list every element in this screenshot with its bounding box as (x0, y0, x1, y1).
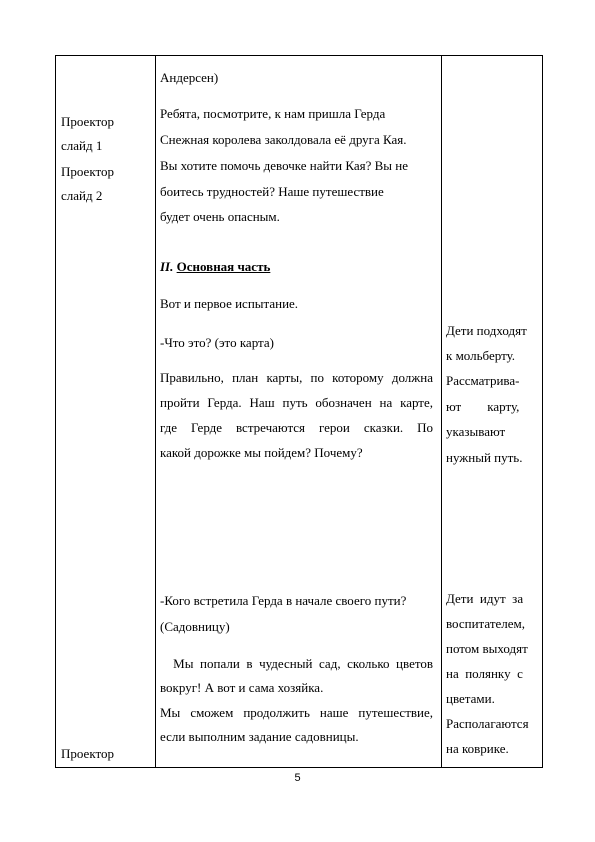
text-line: воспитателем, (446, 616, 526, 631)
text-line: вокруг! А вот и сама хозяйка. (160, 680, 324, 695)
text-line: будет очень опасным. (160, 209, 280, 224)
text-line: на коврике. (446, 741, 509, 756)
text-line: Андерсен) (160, 70, 219, 85)
text-line: на полянку с (446, 666, 523, 681)
text-line: если выполним задание садовницы. (160, 729, 359, 744)
section-title: Основная часть (176, 259, 271, 274)
text-line: -Что это? (это карта) (160, 335, 274, 350)
text-line: Вы хотите помочь девочке найти Кая? Вы не (160, 158, 409, 173)
page-number: 5 (294, 772, 301, 784)
text-line: -Кого встретила Герда в начале своего пути? (160, 593, 407, 608)
text-line: цветами. (446, 691, 495, 706)
text-line: какой дорожке мы пойдем? Почему? (160, 445, 363, 460)
text-line: к мольберту. (446, 348, 516, 363)
text-line: ют карту, (446, 399, 520, 414)
text-line: (Садовницу) (160, 619, 230, 634)
text-line: Дети идут за (446, 591, 524, 606)
text-line: потом выходят (446, 641, 528, 656)
text-line: Правильно, план карты, по которому должна (160, 370, 433, 385)
section-heading (160, 255, 270, 279)
text-line: Располагаются (446, 716, 529, 731)
text-line: Вот и первое испытание. (160, 296, 299, 311)
text-line: Рассматрива- (446, 373, 520, 388)
column-divider-2 (441, 56, 442, 767)
text-line: нужный путь. (446, 450, 523, 465)
section-number: II. (160, 259, 174, 274)
projector-label: Проектор (61, 114, 114, 129)
text-line: Дети подходят (446, 323, 527, 338)
text-line: Мы попали в чудесный сад, сколько цветов (160, 656, 433, 671)
text-line: где Герде встречаются герои сказки. По (160, 420, 433, 435)
slide-label: слайд 1 (61, 138, 103, 153)
text-line: боитесь трудностей? Наше путешествие (160, 184, 384, 199)
projector-label: Проектор (61, 746, 114, 761)
text-line: Мы сможем продолжить наше путешествие, (160, 705, 433, 720)
text-line: пройти Герда. Наш путь обозначен на карте, (160, 395, 433, 410)
slide-label: слайд 2 (61, 188, 103, 203)
text-line: Ребята, посмотрите, к нам пришла Герда (160, 106, 386, 121)
column-divider-1 (155, 56, 156, 767)
text-line: Снежная королева заколдовала её друга Кая. (160, 132, 407, 147)
text-line: указывают (446, 424, 506, 439)
projector-label: Проектор (61, 164, 114, 179)
